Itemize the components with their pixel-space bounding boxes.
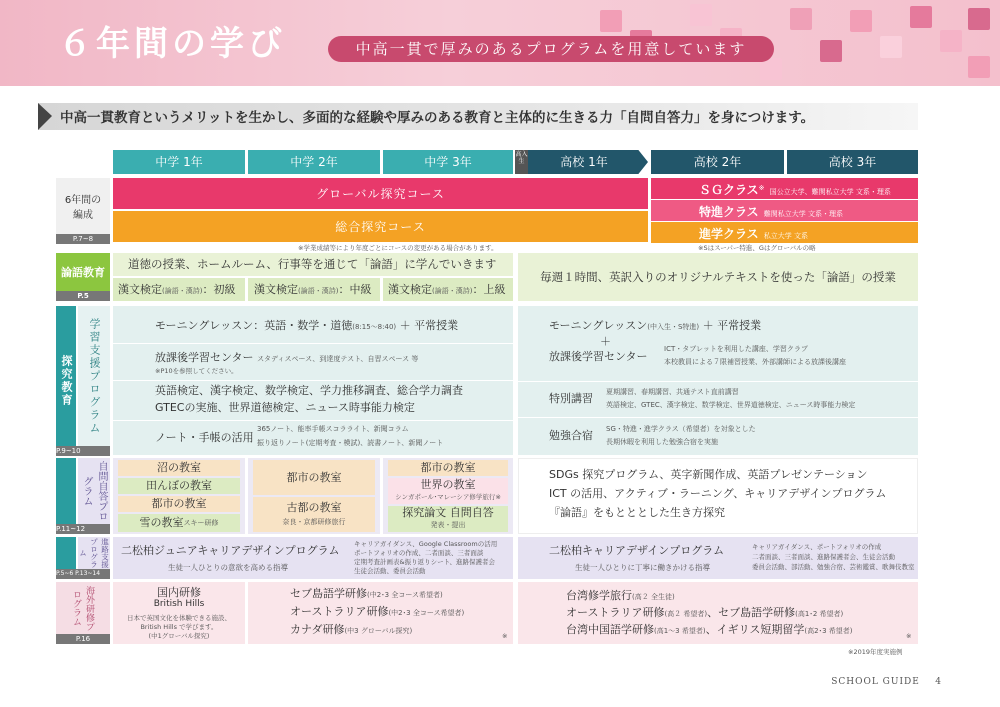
divider [113,380,513,381]
kanbun-level: ：中級 [338,283,372,296]
toshi2-classroom: 都市の教室 [286,470,342,484]
divider [518,381,918,382]
decor-tile [850,10,872,32]
sg-class-sub: 国公立大学、難関私立大学 文系・理系 [769,188,891,196]
jimon-hs-line3: 『論語』をもとととした生き方探究 [549,506,725,519]
trip-sub: (中3 グローバル探究) [344,627,413,635]
hs-after-sub: ICT・タブレットを利用した講座、学習クラブ [664,345,808,353]
decor-tile [600,10,622,32]
page-ref: P.5~6 P.13~14 [56,569,110,579]
star-mark: ※ [502,632,508,640]
shinro-jh-detail: キャリアガイダンス、Google Classroomの活用 [354,540,498,548]
general-course-bar: 総合探究コース [113,211,648,242]
hs-benkyo-title: 勉強合宿 [549,429,593,442]
row-label-rongo [56,253,110,301]
aus-trip [290,604,464,620]
hs-tokubetsu-sub: 夏期講習、春期講習、共通テスト直前講習 [606,388,739,396]
kanbun-sub: (論語・漢詩) [162,287,203,295]
hs-morning-lesson [549,318,761,334]
koto-classroom: 古都の教室 [286,501,342,514]
toshi3-classroom: 都市の教室 [420,461,476,475]
trip-title: オーストラリア研修 [566,606,665,619]
page-ref: P.11~12 [56,524,110,534]
trip-title: 台湾修学旅行 [566,589,632,602]
tankyu-strip [56,458,76,534]
morning-text: モーニングレッスン：英語・数学・道徳 [155,319,353,332]
course-note: ※学業成績等により年度ごとにコースの変更がある場合があります。 [298,244,498,252]
trip-sub: (高2･3 希望者) [804,627,853,635]
band-arrow-icon [38,103,52,130]
kanbun-label: 漢文検定 [254,283,298,296]
shingaku-class-bar [651,222,918,243]
sekai-sub [388,492,508,501]
toshi-classroom: 都市の教室 [151,497,207,511]
page-number: 4 [935,677,942,687]
class-note: ※Sはスーパー特進、Gはグローバルの略 [698,244,816,252]
year-header: 中学 2年 [248,150,380,174]
year-header: 高校 2年 [651,150,784,174]
row-label-text: 6年間の編成 [64,195,102,221]
shinro-hs-detail: 二者面談、三者面談、進路保護者会、生徒会活動 [752,553,895,561]
row-label-kaigai [56,582,110,644]
shinro-jh-title: 二松柏ジュニアキャリアデザインプログラム [121,544,340,557]
row-label-text: 探究教育 [60,355,73,407]
ronbun-sub: 発表・提出 [430,521,466,529]
page-ref: P.16 [56,634,110,644]
sg-class-name: ＳＧクラス [699,183,759,197]
shingaku-class-sub: 私立大学 文系 [763,232,808,240]
row-label-gakushu [78,306,110,446]
hs-benkyo-sub: 長期休暇を利用した勉強合宿を実施 [606,438,718,446]
row-label-tankyu [56,306,76,456]
tokushin-class-sub: 難関私立大学 文系・理系 [763,210,843,218]
kanbun-sub: (論語・漢詩) [432,287,473,295]
global-course-bar: グローバル探究コース [113,178,648,209]
plus-sign: ＋ [600,335,611,348]
trip-title: オーストラリア研修 [290,605,389,618]
year-header: 中学 1年 [113,150,245,174]
hs-tokubetsu-title: 特別講習 [549,392,593,405]
after-sub: スタディスペース、到達度テスト、自習スペース 等 [257,355,419,363]
star-mark: ※ [906,632,912,640]
page-footer [831,677,942,687]
sg-class-bar [651,178,918,199]
row-label-text: 自問自答プログラム [81,461,107,521]
jh-note-sub: 365ノート、能率手帳スコラライト、新聞コラム [257,425,409,433]
decor-tile [880,36,902,58]
hs-tokubetsu-sub: 英語検定、GTEC、漢字検定、数学検定、世界道徳検定、ニュース時事能力検定 [606,401,856,409]
sekai-sub-text: シンガポール･マレーシア修学旅行 [395,493,496,501]
hs-benkyo-sub: SG・特進・進学クラス（希望者）を対象とした [606,425,756,433]
numa-classroom: 沼の教室 [157,461,201,475]
shinro-hs-detail: 委員会活動、部活動、勉強合宿、芸術鑑賞、歌舞伎教室 [752,563,915,571]
page-ref: P.7~8 [56,234,110,244]
kanbun-level: ：上級 [472,283,506,296]
shinro-jh-sub: 生徒一人ひとりの意欲を高める指導 [168,563,288,572]
decor-tile [940,30,962,52]
row-label-text: 進路支援プログラム [78,538,110,568]
cebu-trip [290,586,443,602]
tokushin-class-bar [651,200,918,221]
shinro-hs-detail: キャリアガイダンス、ポートフォリオの作成 [752,543,882,551]
row-label-jimon [78,458,110,534]
kanbun-label: 漢文検定 [118,283,162,296]
jh-note-sub: 振り返りノート(定期考査・模試)、読書ノート、新聞ノート [257,439,444,447]
jimon-hs-line1: SDGs 探究プログラム、英字新聞作成、英語プレゼンテーション [549,468,868,481]
after-title: 放課後学習センター [155,351,254,364]
decor-tile [910,6,932,28]
yuki-title: 雪の教室 [139,516,184,530]
kanbun-level-1 [118,282,235,298]
jimon-hs-line2: ICT の活用、アクティブ・ラーニング、キャリアデザインプログラム [549,487,887,500]
jh-morning-lesson [155,318,458,334]
jh-kentei-line1: 英語検定、漢字検定、数学検定、学力推移調査、総合学力調査 [155,384,463,397]
shinro-hs-sub: 生徒一人ひとりに丁寧に働きかける指導 [575,563,710,572]
british-hills: British Hills [153,599,205,609]
trip-sub: (中2･3 全コース希望者) [388,609,465,617]
kanbun-label: 漢文検定 [388,283,432,296]
trip-title: 台湾中国語学研修 [566,623,654,636]
kanbun-sub: (論語・漢詩) [298,287,339,295]
decor-tile [968,8,990,30]
year-header: 高校 3年 [787,150,918,174]
trip-sub: (高1～3 希望者) [654,627,706,635]
kokunai-detail: British Hills で学びます。 [140,623,218,631]
sekai-classroom: 世界の教室 [420,478,476,491]
morning-text: モーニングレッスン [549,319,648,332]
trip-title: セブ島語学研修 [290,587,367,600]
divider [113,420,513,421]
kokunai-detail: (中1グローバル探究) [148,632,210,640]
hs-after-title: 放課後学習センター [549,350,648,363]
row-label-courses [56,178,110,244]
shinro-hs-title: 二松柏キャリアデザインプログラム [549,544,725,557]
intro-text: 中高一貫教育というメリットを生かし、多面的な経験や厚みのある教育と主体的に生きる力「自問自答力」を身につけます。 [60,110,815,126]
jh-note-title: ノート・手帳の活用 [155,431,254,444]
decor-tile [820,40,842,62]
decor-tile [690,4,712,26]
tanbo-classroom: 田んぼの教室 [146,479,212,493]
divider [113,343,513,344]
tokushin-class-name: 特進クラス [699,205,759,219]
entry-badge: 高入生 [515,150,528,174]
divider [518,417,918,418]
trip-title: 、イギリス短期留学 [705,623,805,636]
morning-sub: (中入生・S特進) [647,323,700,331]
sg-star: ※ [758,184,765,192]
kanbun-level-3 [388,282,505,298]
morning-end: ＋ 平常授業 [702,319,762,332]
trip-sub: (中2･3 全コース希望者) [367,591,443,599]
hs-after-sub: 本校教員による７限補習授業、外部講師による放課後講座 [664,358,846,366]
footer-guide: SCHOOL GUIDE [831,677,920,687]
sekai-star: ※ [495,493,501,501]
kanbun-level: ：初級 [202,283,236,296]
page-ref: P.9~10 [56,446,110,456]
page-title: ６年間の学び [58,24,286,64]
trip-sub: (高1･2 希望者) [795,610,844,618]
yuki-sub: スキー研修 [183,518,219,527]
kanbun-level-2 [254,282,371,298]
morning-time: (8:15～8:40) [352,323,397,331]
ronbun-title: 探究論文 自問自答 [402,506,494,519]
row-label-text: 学習支援プログラム [88,317,101,435]
jh-kentei-line2: GTECの実施、世界道徳検定、ニュース時事能力検定 [155,401,415,414]
hs-tw-uk-trip [566,622,853,638]
shingaku-class-name: 進学クラス [699,227,759,241]
yuki-classroom [118,514,240,532]
page-ref: P.5 [56,291,110,301]
jh-after-note: ※P10を参照してください。 [155,367,238,375]
decor-tile [968,56,990,78]
rongo-jh-text: 道徳の授業、ホームルーム、行事等を通じて「論語」に学んでいきます [128,257,497,271]
trip-sub: (高２ 希望者) [664,610,708,618]
canada-trip [290,622,412,638]
taiwan-trip [566,588,675,604]
trip-title: 、セブ島語学研修 [707,606,796,619]
shinro-jh-detail: 生徒会活動、委員会活動 [354,567,426,575]
jh-after-school [155,350,418,366]
shinro-jh-detail: ポートフォリオの作成、二者面談、三者面談 [354,549,484,557]
footnote: ※2019年度実施例 [848,648,903,656]
row-label-text: 論語教育 [61,266,105,279]
morning-end: ＋ 平常授業 [399,319,459,332]
rongo-hs-box: 毎週１時間、英訳入りのオリジナルテキストを使った「論語」の授業 [518,253,918,301]
decor-tile [790,8,812,30]
kokunai-title: 国内研修 [157,586,201,599]
page-subtitle: 中高一貫で厚みのあるプログラムを用意しています [328,36,774,62]
shinro-jh-detail: 定期考査計画表&振り返りシート、進路保護者会 [354,558,495,566]
year-header: 中学 3年 [383,150,513,174]
trip-title: カナダ研修 [290,623,345,636]
row-label-text: 海外研修プログラム [71,585,94,631]
year-header: 高校 1年 [560,155,608,169]
koto-sub: 奈良・京都研修旅行 [282,518,346,526]
trip-sub: (高２ 全生徒) [632,593,675,601]
hs-aus-cebu-trip [566,605,843,621]
kokunai-detail: 日本で英国文化を体験できる施設、 [127,614,231,622]
